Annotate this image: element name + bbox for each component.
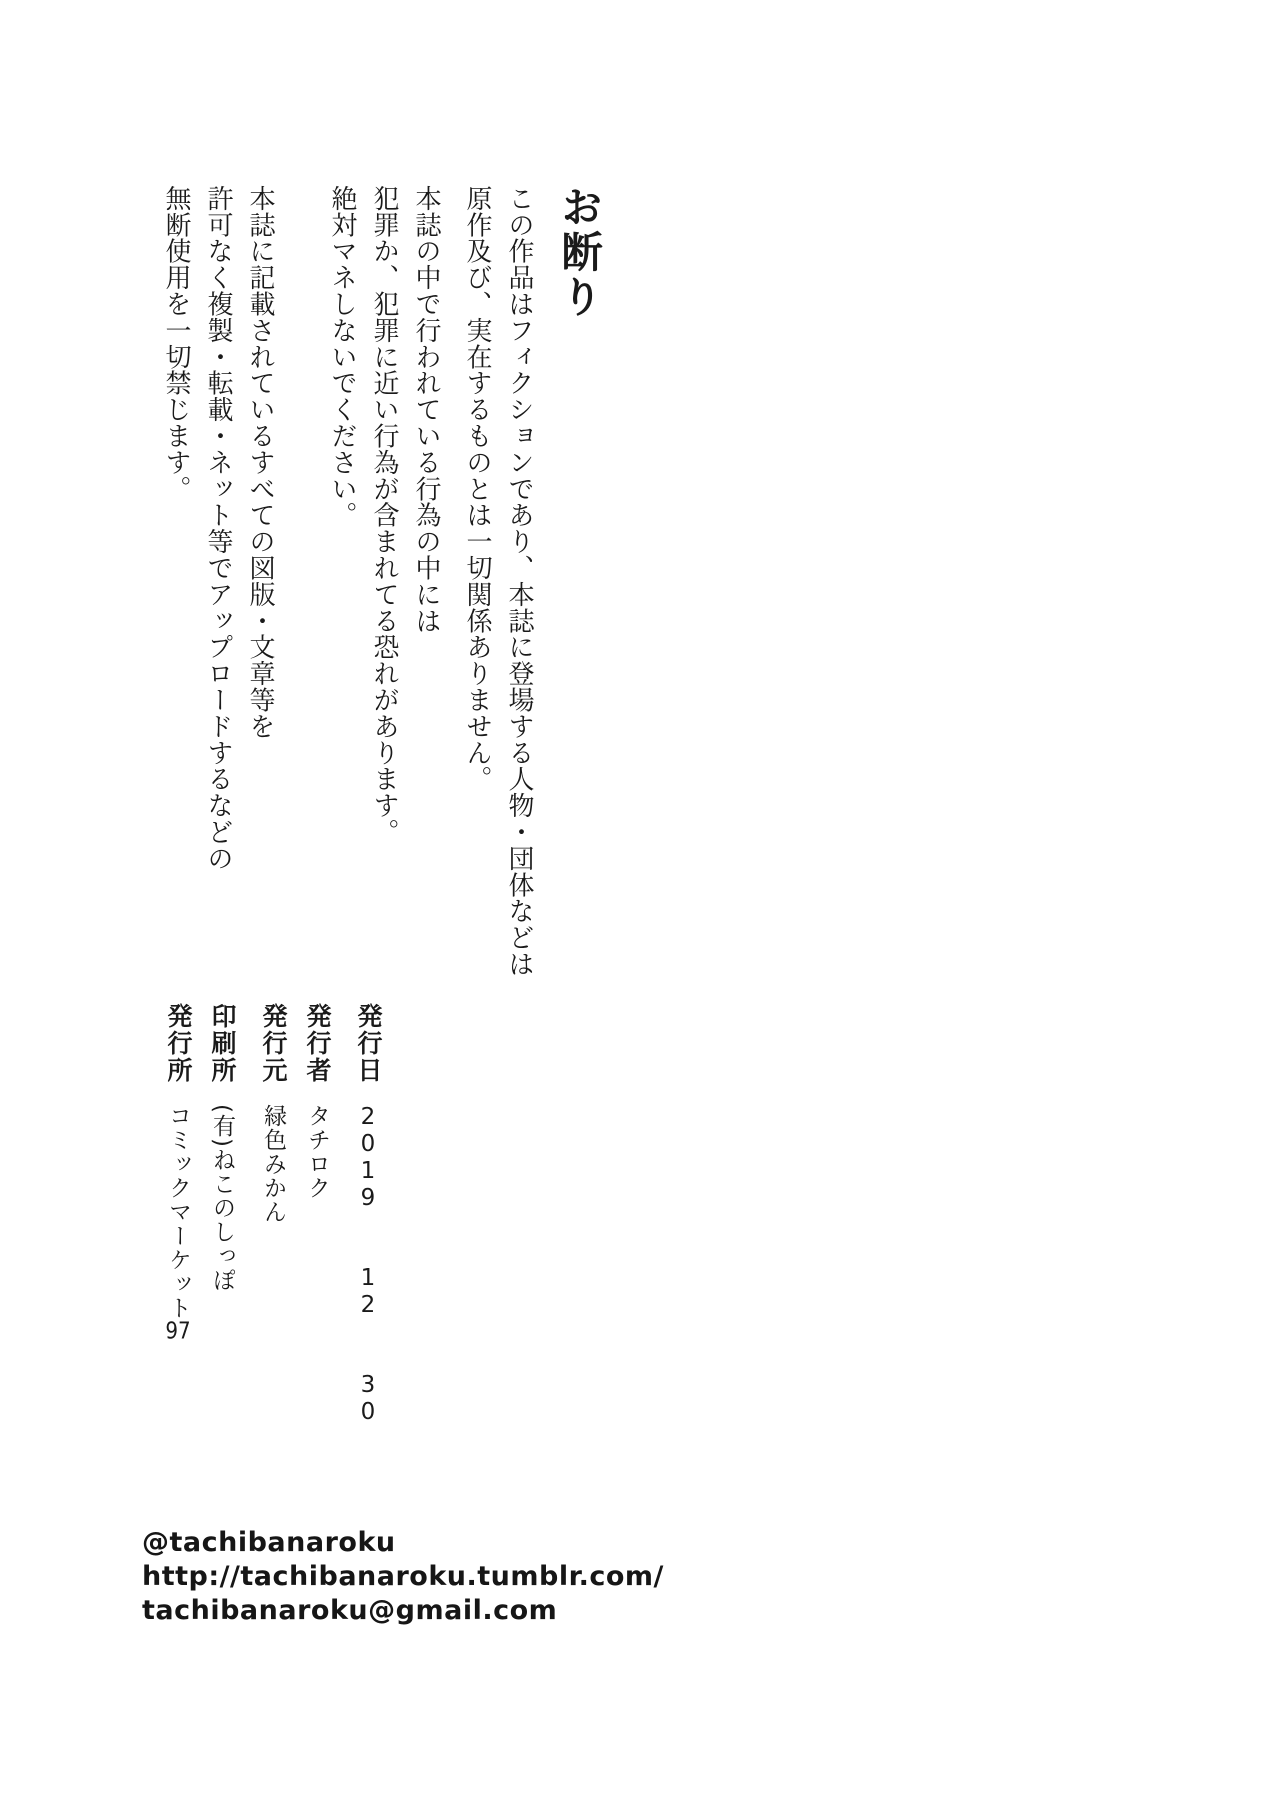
colophon-value-number: 97	[165, 1320, 191, 1343]
colophon-row-publication-date	[346, 1003, 390, 1426]
disclaimer-line: 原作及び、実在するものとは一切関係ありません。	[462, 185, 492, 793]
colophon-row-publisher-circle	[251, 1003, 295, 1373]
colophon-label: 印刷所	[208, 1003, 237, 1084]
disclaimer-paragraph-1	[456, 185, 540, 975]
disclaimer-line: 絶対マネしないでください。	[327, 185, 357, 529]
disclaimer-title: お断り	[555, 185, 604, 320]
colophon-label: 発行者	[303, 1003, 332, 1084]
disclaimer-line: この作品はフィクションであり、本誌に登場する人物・団体などは	[504, 185, 534, 977]
contact-section	[142, 1526, 664, 1628]
colophon-label: 発行日	[354, 1003, 383, 1084]
colophon-value: タチロク	[304, 1104, 330, 1200]
colophon-row-printer	[200, 1003, 244, 1373]
contact-url: http://tachibanaroku.tumblr.com/	[142, 1561, 664, 1592]
disclaimer-line: 許可なく複製・転載・ネット等でアップロードするなどの	[203, 185, 233, 872]
disclaimer-line: 本誌の中で行われている行為の中には	[411, 185, 441, 634]
colophon-value-text: コミックマーケット	[165, 1104, 191, 1320]
colophon-value: 緑色みかん	[260, 1104, 286, 1224]
contact-email: tachibanaroku@gmail.com	[142, 1595, 558, 1626]
colophon-value: (有)ねこのしっぽ	[209, 1104, 235, 1292]
disclaimer-line: 無断使用を一切禁じます。	[161, 185, 191, 502]
colophon-value: 2019 12 30	[355, 1104, 381, 1426]
disclaimer-line: 本誌に記載されているすべての図版・文章等を	[245, 185, 275, 740]
colophon-label: 発行元	[259, 1003, 288, 1084]
colophon-label: 発行所	[164, 1003, 193, 1084]
colophon-section	[156, 1003, 390, 1426]
disclaimer-section	[155, 185, 602, 975]
colophon-row-publisher-person	[295, 1003, 339, 1373]
disclaimer-paragraph-3	[155, 185, 281, 975]
colophon-row-issuing-venue	[156, 1003, 200, 1373]
disclaimer-paragraph-2	[321, 185, 447, 975]
colophon-value	[165, 1104, 191, 1343]
contact-twitter-handle: @tachibanaroku	[142, 1527, 396, 1558]
disclaimer-line: 犯罪か、犯罪に近い行為が含まれてる恐れがあります。	[369, 185, 399, 845]
